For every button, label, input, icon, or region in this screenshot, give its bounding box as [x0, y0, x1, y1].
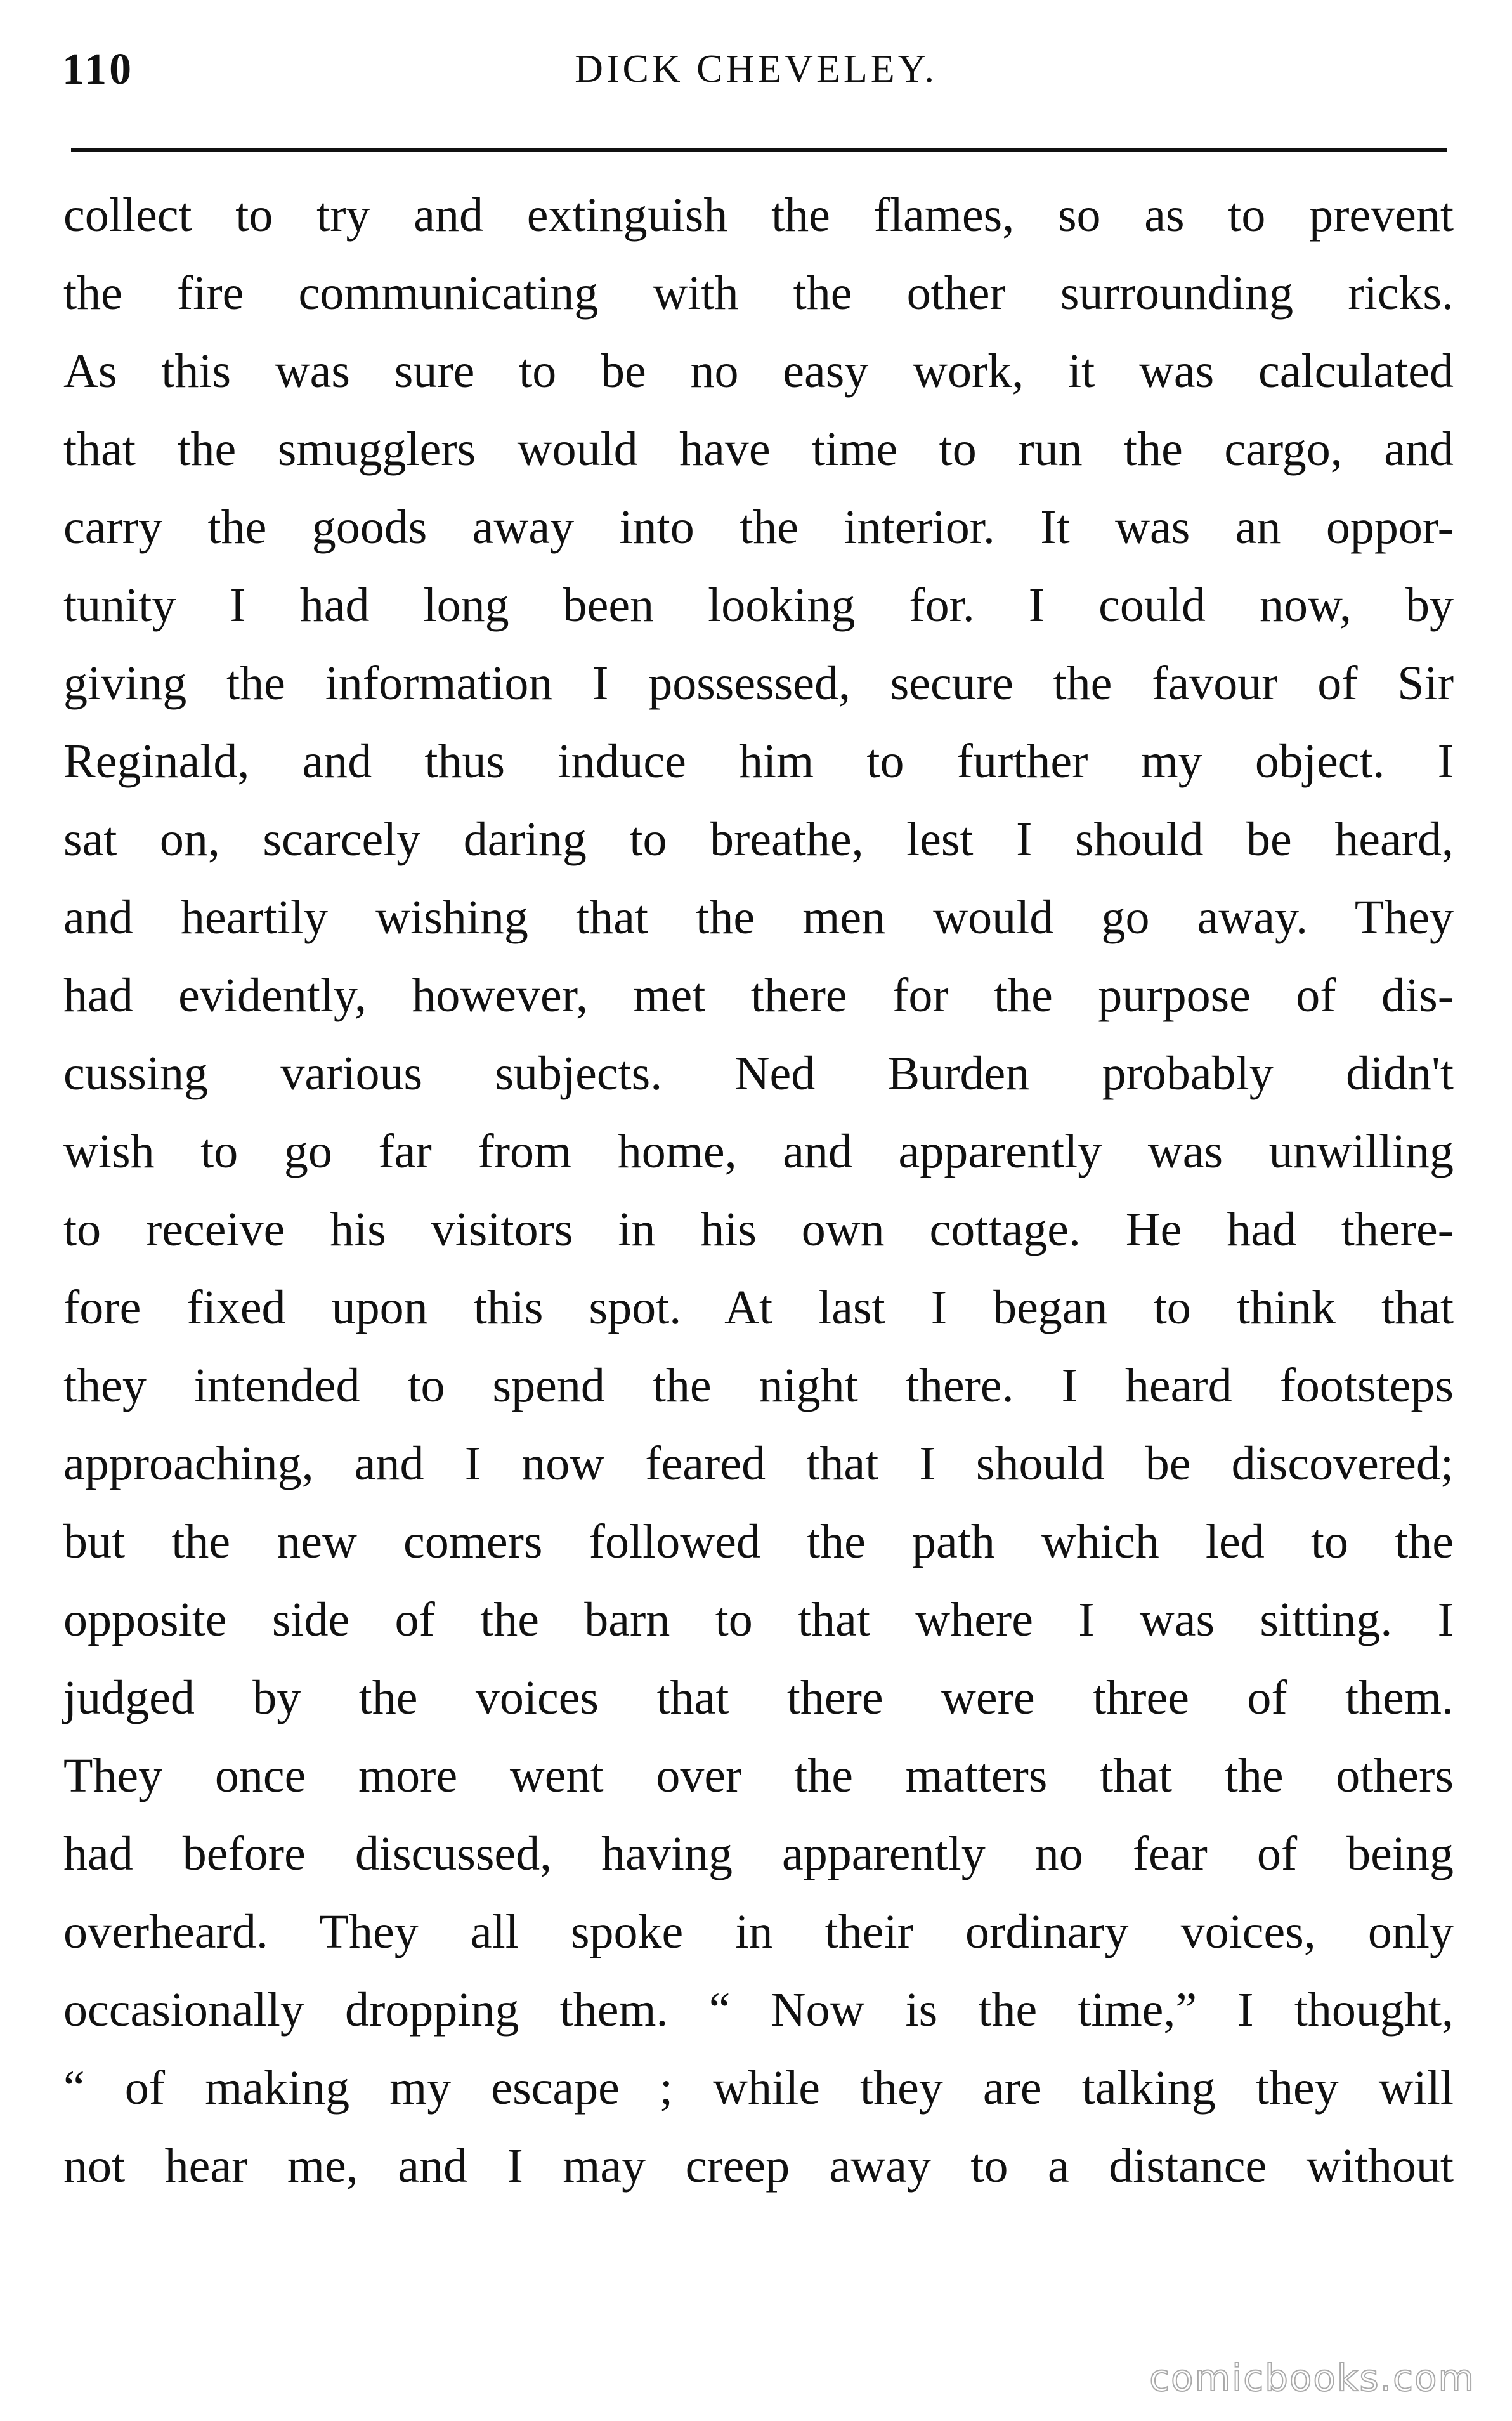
text-line: and heartily wishing that the men would go away. They: [63, 891, 1454, 944]
text-line: sat on, scarcely daring to breathe, lest I should be heard,: [63, 813, 1454, 866]
text-line: had before discussed, having apparently no fear of being: [63, 1827, 1454, 1880]
text-line: had evidently, however, met there for the purpose of dis-: [63, 969, 1454, 1022]
text-line: opposite side of the barn to that where I was sitting. I: [63, 1593, 1454, 1646]
text-line: collect to try and extinguish the flames, so as to prevent: [63, 188, 1454, 242]
text-line: approaching, and I now feared that I should be discovered;: [63, 1437, 1454, 1490]
text-line: wish to go far from home, and apparently was unwilling: [63, 1125, 1454, 1178]
text-line: “ of making my escape ; while they are talking they will: [63, 2061, 1454, 2115]
text-line: carry the goods away into the interior. It was an oppor-: [63, 501, 1454, 554]
text-line: judged by the voices that there were three of them.: [63, 1671, 1454, 1724]
text-line: Reginald, and thus induce him to further my object. I: [63, 735, 1454, 788]
text-line: cussing various subjects. Ned Burden probably didn't: [63, 1047, 1454, 1100]
text-line: occasionally dropping them. “ Now is the time,” I thought,: [63, 1983, 1454, 2037]
text-line: They once more went over the matters that the others: [63, 1749, 1454, 1802]
text-line: overheard. They all spoke in their ordinary voices, only: [63, 1905, 1454, 1958]
text-line: they intended to spend the night there. I heard footsteps: [63, 1359, 1454, 1412]
text-line: tunity I had long been looking for. I could now, by: [63, 579, 1454, 632]
text-line: the fire communicating with the other surrounding ricks.: [63, 266, 1454, 320]
text-line: to receive his visitors in his own cottage. He had there-: [63, 1203, 1454, 1256]
text-line: fore fixed upon this spot. At last I began to think that: [63, 1281, 1454, 1334]
page-number: 110: [62, 45, 134, 94]
text-line: As this was sure to be no easy work, it was calculated: [63, 344, 1454, 398]
text-line: that the smugglers would have time to run the cargo, and: [63, 423, 1454, 476]
text-line: but the new comers followed the path which led to the: [63, 1515, 1454, 1568]
running-title: DICK CHEVELEY.: [575, 48, 937, 91]
watermark: comicbooks.com: [1149, 2356, 1475, 2399]
header-rule: [71, 148, 1447, 152]
text-line: giving the information I possessed, secure the favour of Sir: [63, 657, 1454, 710]
text-line: not hear me, and I may creep away to a distance without: [63, 2139, 1454, 2193]
body-text: [63, 176, 1454, 2205]
